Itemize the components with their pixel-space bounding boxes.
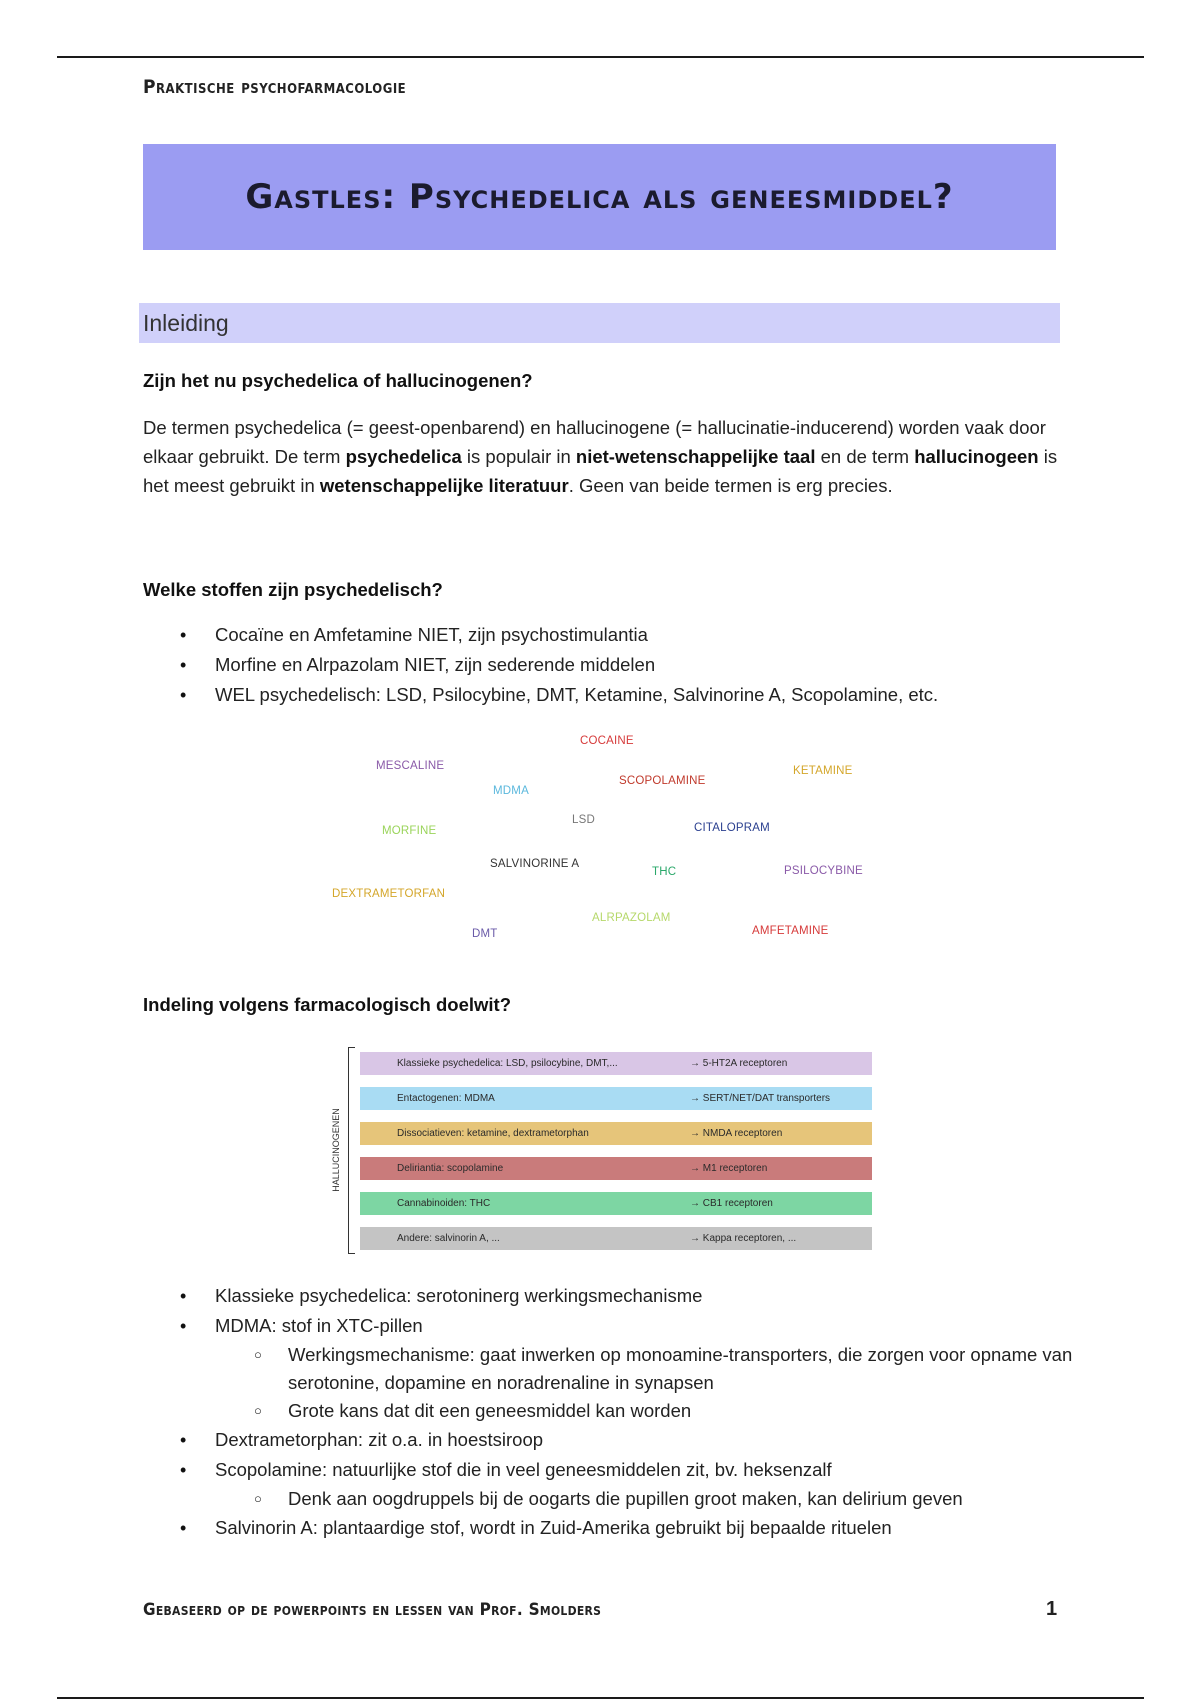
section-bar	[139, 303, 1060, 343]
question-heading-2: Welke stoffen zijn psychedelisch?	[143, 579, 443, 600]
row-target: → CB1 receptoren	[690, 1198, 773, 1209]
diagram-axis-label: HALLUCINOGENEN	[331, 1108, 341, 1192]
list-item: • Scopolamine: natuurlijke stof die in veel geneesmiddelen zit, bv. heksenzalf	[143, 1455, 1073, 1485]
sub-list-item: ○ Werkingsmechanisme: gaat inwerken op monoamine-transporters, die zorgen voor opname van serotonine, dopamine en noradrenaline in synapsen	[143, 1341, 1073, 1397]
row-class: Entactogenen: MDMA	[397, 1093, 495, 1104]
word-cloud	[320, 725, 890, 955]
diagram-bracket	[348, 1047, 355, 1254]
cloud-word: DMT	[472, 928, 498, 940]
diagram-row	[360, 1052, 872, 1075]
row-class: Dissociatieven: ketamine, dextrametorphan	[397, 1128, 589, 1139]
cloud-word: CITALOPRAM	[694, 822, 770, 834]
row-target: → 5-HT2A receptoren	[690, 1058, 788, 1069]
list-item: • WEL psychedelisch: LSD, Psilocybine, DMT, Ketamine, Salvinorine A, Scopolamine, etc.	[143, 680, 1073, 710]
target-classification-diagram	[318, 1045, 878, 1260]
title-banner	[143, 144, 1056, 250]
course-header: Praktische psychofarmacologie	[143, 76, 407, 98]
cloud-word: THC	[652, 866, 677, 878]
row-class: Cannabinoiden: THC	[397, 1198, 491, 1209]
cloud-word: LSD	[572, 814, 595, 826]
diagram-row	[360, 1122, 872, 1145]
diagram-row	[360, 1227, 872, 1250]
cloud-word: DEXTRAMETORFAN	[332, 888, 446, 900]
list-item: • Salvinorin A: plantaardige stof, wordt in Zuid-Amerika gebruikt bij bepaalde rituelen	[143, 1513, 1073, 1543]
row-class: Klassieke psychedelica: LSD, psilocybine, DMT,...	[397, 1058, 618, 1069]
cloud-word: KETAMINE	[793, 765, 853, 777]
cloud-word: MESCALINE	[376, 760, 445, 772]
page-title: Gastles: Psychedelica als geneesmiddel?	[245, 177, 954, 217]
cloud-word: AMFETAMINE	[752, 925, 829, 937]
list-item: • MDMA: stof in XTC-pillen	[143, 1311, 1073, 1341]
row-class: Andere: salvinorin A, ...	[397, 1233, 500, 1244]
question-heading-1: Zijn het nu psychedelica of hallucinogenen?	[143, 370, 533, 391]
section-heading: Inleiding	[143, 309, 229, 336]
sub-list-item: ○ Denk aan oogdruppels bij de oogarts die pupillen groot maken, kan delirium geven	[143, 1485, 1073, 1513]
page-number: 1	[1046, 1598, 1058, 1620]
intro-paragraph: De termen psychedelica (= geest-openbarend) en hallucinogene (= hallucinatie-inducerend) worden vaak door elkaar gebruikt. De term psychedelica is populair in niet-wetenschappelijke taal en de term hallucinogeen is het meest gebruikt in wetenschappelijke literatuur. Geen van beide termen is erg precies.	[143, 417, 1058, 496]
list-item: • Klassieke psychedelica: serotoninerg werkingsmechanisme	[143, 1281, 1073, 1311]
bottom-rule	[57, 1697, 1144, 1699]
row-class: Deliriantia: scopolamine	[397, 1163, 504, 1174]
sub-list-item: ○ Grote kans dat dit een geneesmiddel kan worden	[143, 1397, 1073, 1425]
cloud-word: SCOPOLAMINE	[619, 775, 706, 787]
row-target: → SERT/NET/DAT transporters	[690, 1093, 831, 1104]
list-item: • Cocaïne en Amfetamine NIET, zijn psychostimulantia	[143, 620, 1073, 650]
cloud-word: MDMA	[493, 785, 529, 797]
cloud-word: ALRPAZOLAM	[592, 912, 671, 924]
top-rule	[57, 56, 1144, 58]
question-heading-3: Indeling volgens farmacologisch doelwit?	[143, 994, 511, 1015]
diagram-row	[360, 1087, 872, 1110]
cloud-word: SALVINORINE A	[490, 858, 580, 870]
row-target: → Kappa receptoren, ...	[690, 1233, 797, 1244]
substances-list	[143, 620, 1073, 710]
cloud-word: MORFINE	[382, 825, 437, 837]
cloud-word: COCAINE	[580, 735, 634, 747]
row-target: → M1 receptoren	[690, 1163, 768, 1174]
explanation-list	[143, 1281, 1073, 1543]
footer-text: Gebaseerd op de powerpoints en lessen van Prof. Smolders	[143, 1600, 602, 1620]
list-item: • Dextrametorphan: zit o.a. in hoestsiroop	[143, 1425, 1073, 1455]
diagram-row	[360, 1192, 872, 1215]
list-item: • Morfine en Alrpazolam NIET, zijn sederende middelen	[143, 650, 1073, 680]
cloud-word: PSILOCYBINE	[784, 865, 863, 877]
diagram-row	[360, 1157, 872, 1180]
row-target: → NMDA receptoren	[690, 1128, 783, 1139]
